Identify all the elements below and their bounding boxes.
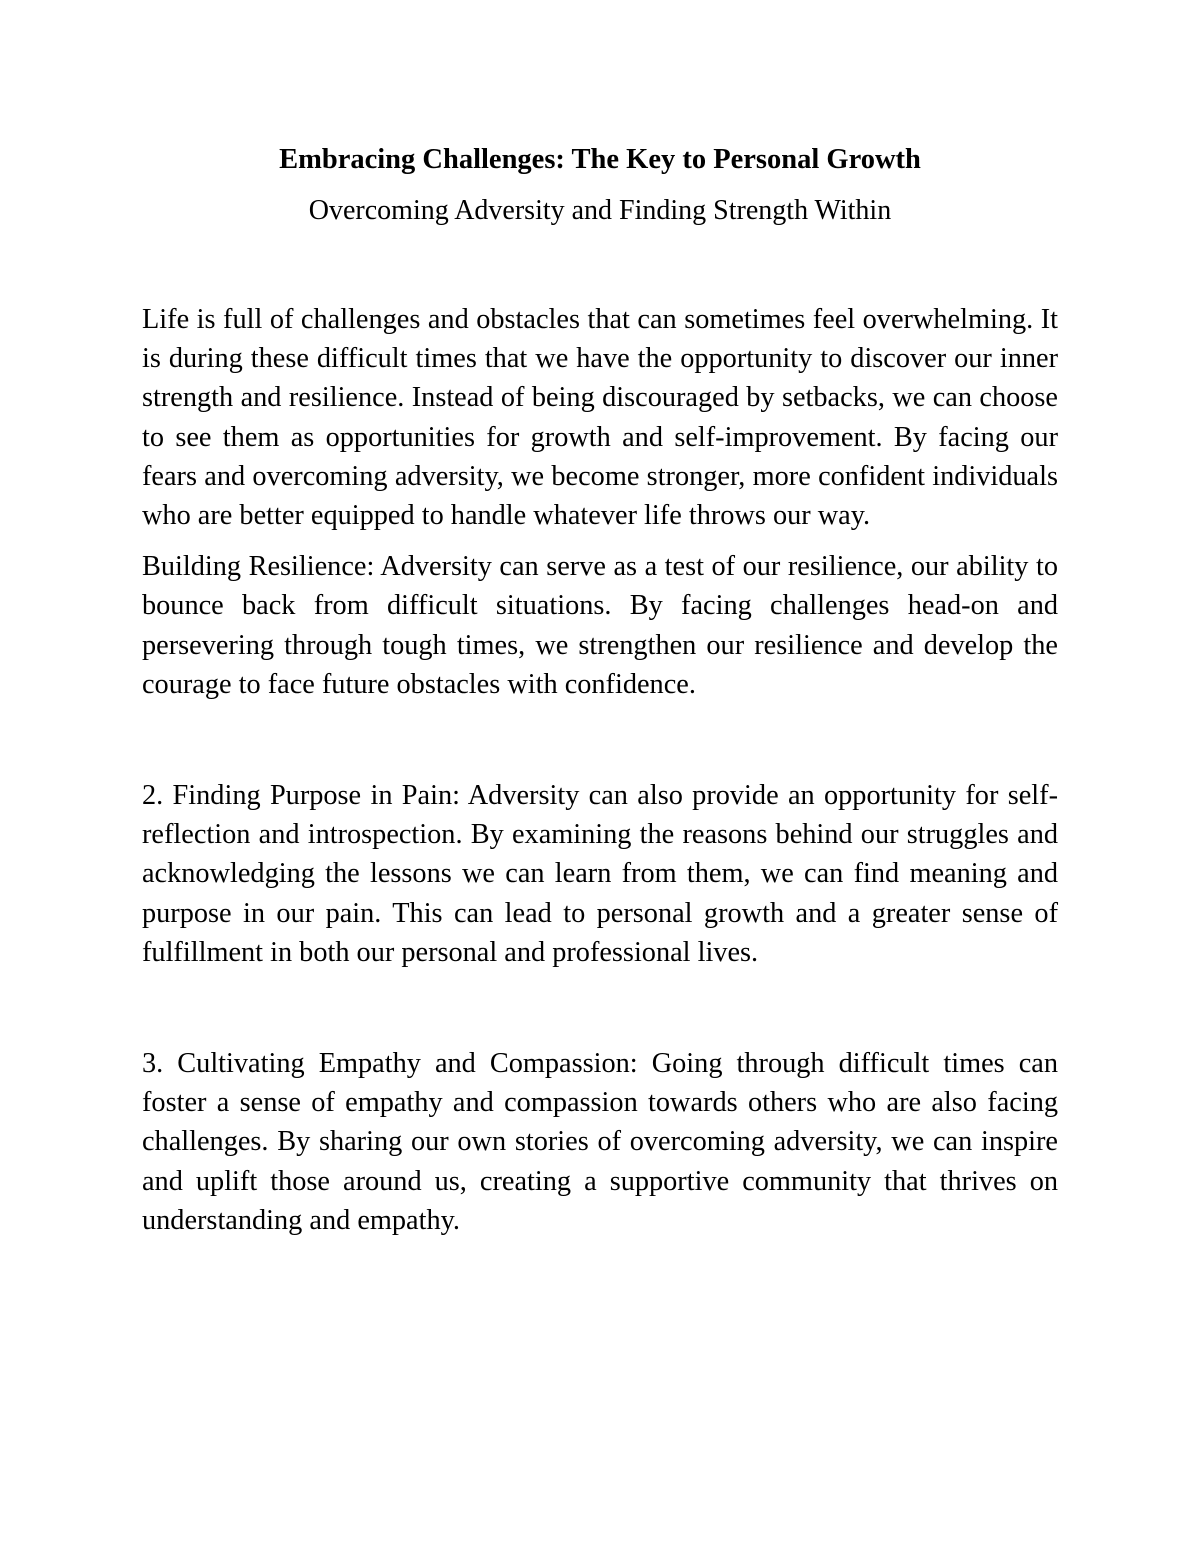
document-title: Embracing Challenges: The Key to Personal Growth xyxy=(279,144,921,175)
finding-purpose-paragraph: 2. Finding Purpose in Pain: Adversity can also provide an opportunity for self-reflection and introspection. By examining the reasons behind our struggles and acknowledging the lessons we can learn from them, we can find meaning and purpose in our pain. This can lead to personal growth and a greater sense of fulfillment in both our personal and professional lives. xyxy=(142,780,1058,968)
document-subtitle: Overcoming Adversity and Finding Strength Within xyxy=(308,195,892,226)
cultivating-empathy-paragraph: 3. Cultivating Empathy and Compassion: Going through difficult times can foster a sense of empathy and compassion towards others who are also facing challenges. By sharing our own stories of overcoming adversity, we can inspire and uplift those around us, creating a supportive community that thrives on understanding and empathy. xyxy=(142,1048,1058,1236)
document-page xyxy=(142,140,1058,1240)
building-resilience-paragraph: Building Resilience: Adversity can serve as a test of our resilience, our ability to bounce back from difficult situations. By facing challenges head-on and persevering through tough times, we strengthen our resilience and develop the courage to face future obstacles with confidence. xyxy=(142,551,1058,700)
intro-paragraph: Life is full of challenges and obstacles that can sometimes feel overwhelming. It is during these difficult times that we have the opportunity to discover our inner strength and resilience. Instead of being discouraged by setbacks, we can choose to see them as opportunities for growth and self-improvement. By facing our fears and overcoming adversity, we become stronger, more confident individuals who are better equipped to handle whatever life throws our way. xyxy=(142,304,1058,532)
